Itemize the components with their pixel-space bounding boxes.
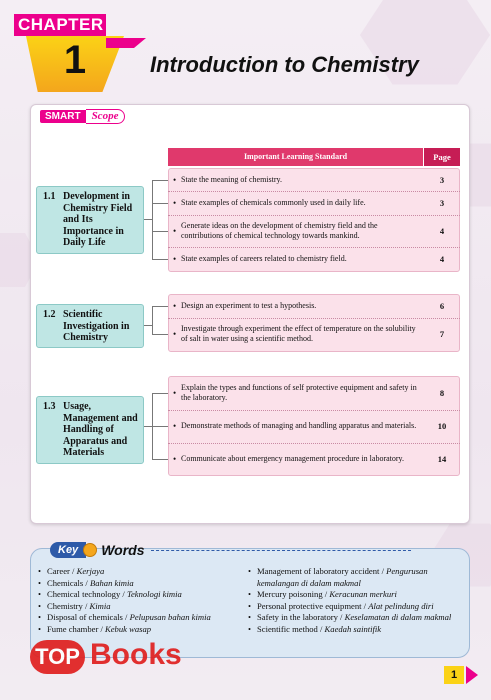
watermark-books-logo: Books [90,638,182,671]
connector-line [144,219,152,220]
connector-line [152,426,168,427]
smart-scope-tag [40,108,125,124]
standard-page: 4 [439,254,445,264]
smart-label: SMART [40,110,86,123]
chapter-number: 1 [63,38,87,82]
standard-row [168,444,460,474]
standard-row [168,296,460,316]
standard-text: • State examples of careers related to chemistry field. [181,254,347,263]
standard-text: • State examples of chemicals commonly used in daily life. [181,198,366,207]
connector-line [152,231,168,232]
standard-text: • Design an experiment to test a hypothesis. [181,301,317,310]
topic-box-1-2 [36,304,144,348]
standard-row [168,192,460,214]
chapter-label: CHAPTER [14,14,106,36]
topic-number: 1.2 [43,309,56,320]
connector-line [152,306,153,335]
key-word-item: • Chemistry / Kimia [38,601,243,613]
topic-box-1-1 [36,186,144,254]
connector-line [152,203,168,204]
key-word-item: • Mercury poisoning / Keracunan merkuri [248,589,466,601]
learning-standard-header: Important Learning Standard [168,148,423,166]
page-column-header: Page [424,148,460,166]
connector-line [152,259,168,260]
standard-text: • State the meaning of chemistry. [181,175,283,184]
key-words-right-column [248,566,466,636]
words-label: Words [101,542,145,558]
watermark-top-logo: TOP [30,640,85,674]
topic-label: Usage, Management and Handling of Apparatus and Materials [63,401,138,458]
standard-row [168,248,460,270]
topic-number: 1.3 [43,401,56,412]
standard-text: • Generate ideas on the development of chemistry field and the contributions of chemical technology towards mankind. [181,221,378,240]
standard-page: 3 [439,175,445,185]
connector-line [152,459,168,460]
standard-page: 3 [439,198,445,208]
connector-line [152,180,168,181]
page-arrow-icon [466,666,478,684]
standard-text: • Communicate about emergency management procedure in laboratory. [181,454,405,463]
standard-row [168,378,460,408]
key-word-item: • Disposal of chemicals / Pelupusan bahan kimia [38,612,243,624]
standard-page: 6 [439,301,445,311]
connector-line [152,306,168,307]
key-word-item: • Scientific method / Kaedah saintifik [248,624,466,636]
key-words-title [50,540,411,560]
standard-page: 10 [437,421,447,431]
connector-line [144,325,152,326]
connector-line [152,334,168,335]
standard-row [168,411,460,441]
topic-number: 1.1 [43,191,56,202]
standard-text: • Explain the types and functions of self protective equipment and safety in the laboratory. [181,383,417,402]
title-dash-line [151,550,411,551]
topic-label: Scientific Investigation in Chemistry [63,309,130,343]
scope-label: Scope [86,109,126,124]
key-word-item: • Safety in the laboratory / Keselamatan di dalam makmal [248,612,466,624]
standard-row [168,216,460,246]
standard-page: 14 [437,454,447,464]
standard-text: • Demonstrate methods of managing and handling apparatus and materials. [181,421,417,430]
key-words-left-column [38,566,243,636]
key-icon [83,543,97,557]
topic-box-1-3 [36,396,144,464]
standard-text: • Investigate through experiment the effect of temperature on the solubility of salt in water using a scientific method. [181,324,416,343]
standard-page: 4 [439,226,445,236]
key-word-item: • Chemicals / Bahan kimia [38,578,243,590]
standard-row [168,170,460,190]
standard-page: 7 [439,329,445,339]
page-number: 1 [444,666,464,684]
key-word-item: • Personal protective equipment / Alat pelindung diri [248,601,466,613]
topic-label: Development in Chemistry Field and Its Importance in Daily Life [63,191,133,248]
connector-line [152,393,168,394]
standard-page: 8 [439,388,445,398]
key-word-item: • Management of laboratory accident / Pengurusan kemalangan di dalam makmal [248,566,466,589]
standard-row [168,319,460,349]
key-word-item: • Fume chamber / Kebuk wasap [38,624,243,636]
key-word-item: • Career / Kerjaya [38,566,243,578]
key-word-item: • Chemical technology / Teknologi kimia [38,589,243,601]
connector-line [144,426,152,427]
connector-line [152,180,153,259]
key-label: Key [50,542,86,558]
chapter-title: Introduction to Chemistry [150,52,419,77]
